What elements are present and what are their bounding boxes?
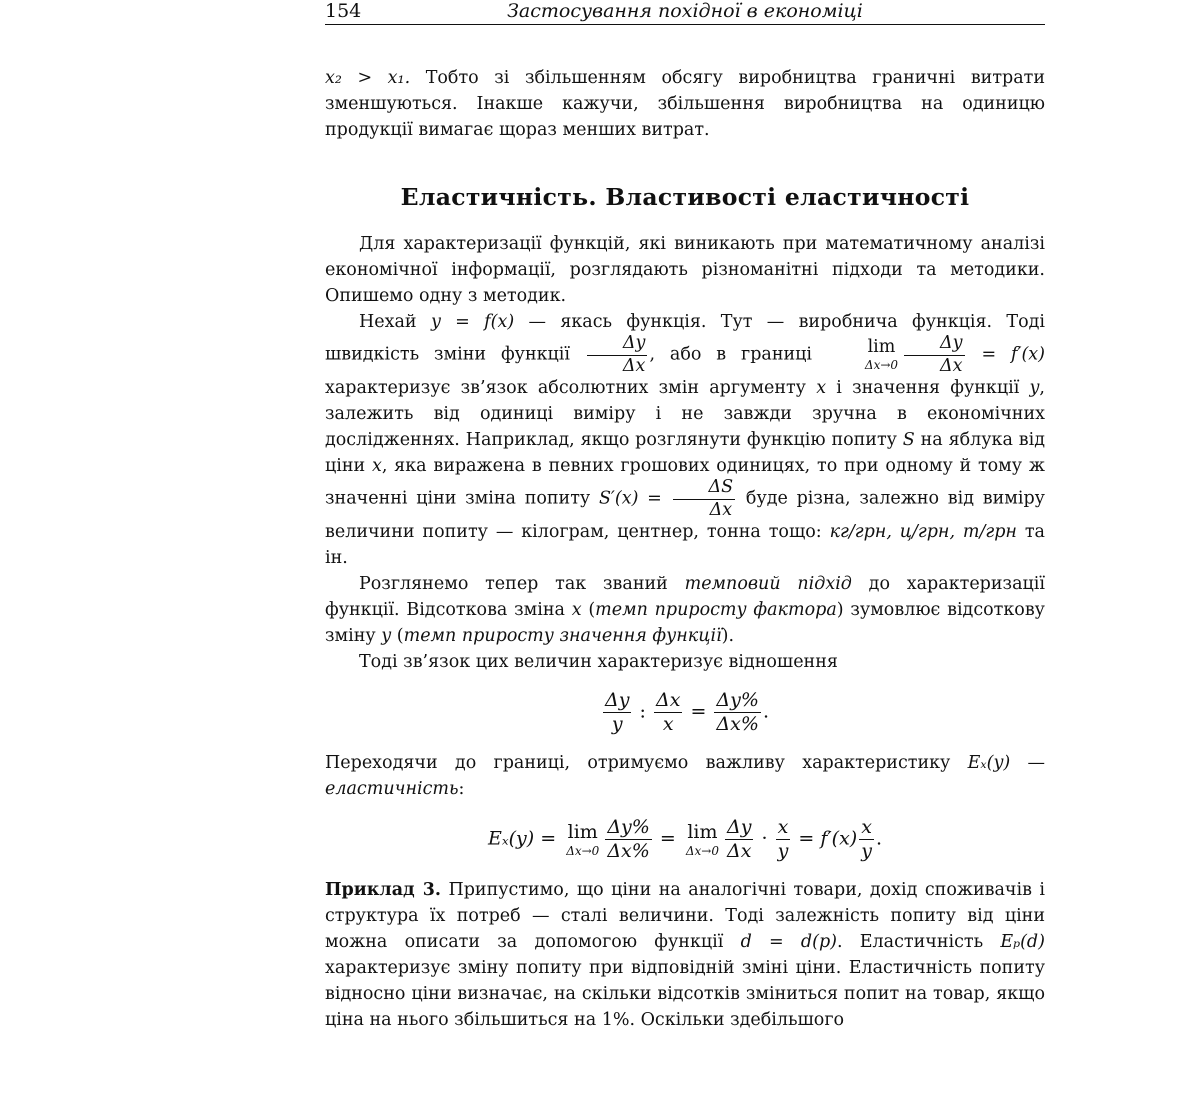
formula-ratio: $\frac{\Delta y}{y}$ : $\frac{\Delta x}{x}$ = $\frac{\Delta y\%}{\Delta x\%}$ . <box>605 689 769 735</box>
units-text: кг/грн, ц/грн, т/грн <box>829 522 1017 542</box>
inline-math: x₂ > x₁. <box>325 68 411 88</box>
inline-math: Eₚ(d) <box>1000 932 1045 952</box>
paragraph-3: Розглянемо тепер так званий темповий підхід до характеризації функції. Відсоткова зміна x (темп приросту фактора) зумовлює відсоткову зміну y (темп приросту значення функції). <box>325 574 1045 646</box>
term-tempo-approach: темповий підхід <box>684 574 852 594</box>
example-label: Приклад 3. <box>325 880 441 900</box>
inline-math: y = f(x) <box>430 312 515 332</box>
intro-text: Тобто зі збільшенням обсягу виробництва граничні витрати зменшуються. Інакше кажучи, збільшення виробництва на одиницю продукції вимагає щораз менших витрат. <box>325 68 1046 140</box>
fraction-ds-dx: $\frac{\Delta S}{\Delta x}$ <box>673 479 736 519</box>
term-elasticity: еластичність <box>325 779 459 799</box>
paragraph-1: Для характеризації функцій, які виникають при математичному аналізі економічної інформації, розглядають різноманітні підходи та методики. Опишемо одну з методик. <box>325 234 1045 306</box>
inline-math: Eₓ(y) <box>967 753 1011 773</box>
page-number: 154 <box>325 0 362 22</box>
inline-math: = f′(x) <box>981 344 1045 365</box>
fraction-dy-dx-limit: $\frac{\Delta y}{\Delta x}$ <box>904 335 965 375</box>
paragraph-2: Нехай y = f(x) — якась функція. Тут — виробнича функція. Тоді швидкість зміни функції $\frac{\Delta y}{\Delta x}$ , або в границі lim Δx→0 $\frac{\Delta y}{\Delta x}$ = f′(x) характеризує зв’язок абсолютних змін аргументу x і значення функції y, залежить від одиниці виміру і не завжди зручна в економічних дослідженнях. Наприклад, якщо розглянути функцію попиту S на яблука від ціни x, яка виражена в певних грошових одиницях, то при одному й тому ж значенні ціни зміна попиту S′(x) = $\frac{\Delta S}{\Delta x}$ буде різна, залежно від виміру величини попиту — кілограм, центнер, тонна тощо: кг/грн, ц/грн, т/грн та ін. <box>325 312 1045 568</box>
intro-paragraph <box>325 65 1045 143</box>
formula-elasticity: Eₓ(y) = lim Δx→0 $\frac{\Delta y\%}{\Delta x\%}$ = lim Δx→0 $\frac{\Delta y}{\Delta x}$ · $\frac{x}{y}$ = f′(x) $\frac{x}{y}$ . <box>488 816 882 862</box>
term-function-growth: темп приросту значення функції <box>403 626 722 646</box>
section-title: Еластичність. Властивості еластичності <box>400 183 970 211</box>
running-title: Застосування похідної в економіці <box>507 0 863 22</box>
example-3: Приклад 3. Припустимо, що ціни на аналогічні товари, дохід споживачів і структура їх потреб — сталі величини. Тоді залежність попиту від ціни можна описати за допомогою функції d = d(p). Еластичність Eₚ(d) характеризує зміну попиту при відповідній зміні ціни. Еластичність попиту відносно ціни визначає, на скільки відсотків зміниться попит на товар, якщо ціна на нього збільшиться на 1%. Оскільки здебільшого <box>325 880 1045 1030</box>
book-page <box>325 0 1045 1033</box>
limit-operator: lim Δx→0 <box>864 336 899 373</box>
running-header <box>325 0 1045 25</box>
inline-math: S′(x) = <box>598 488 662 509</box>
term-factor-growth: темп приросту фактора <box>595 600 837 620</box>
paragraph-4: Тоді зв’язок цих величин характеризує відношення <box>359 652 838 672</box>
fraction-dy-dx: $\frac{\Delta y}{\Delta x}$ <box>587 335 648 375</box>
inline-math: d = d(p) <box>740 932 837 952</box>
paragraph-5: Переходячи до границі, отримуємо важливу характеристику Eₓ(y) — еластичність: <box>325 753 1045 799</box>
